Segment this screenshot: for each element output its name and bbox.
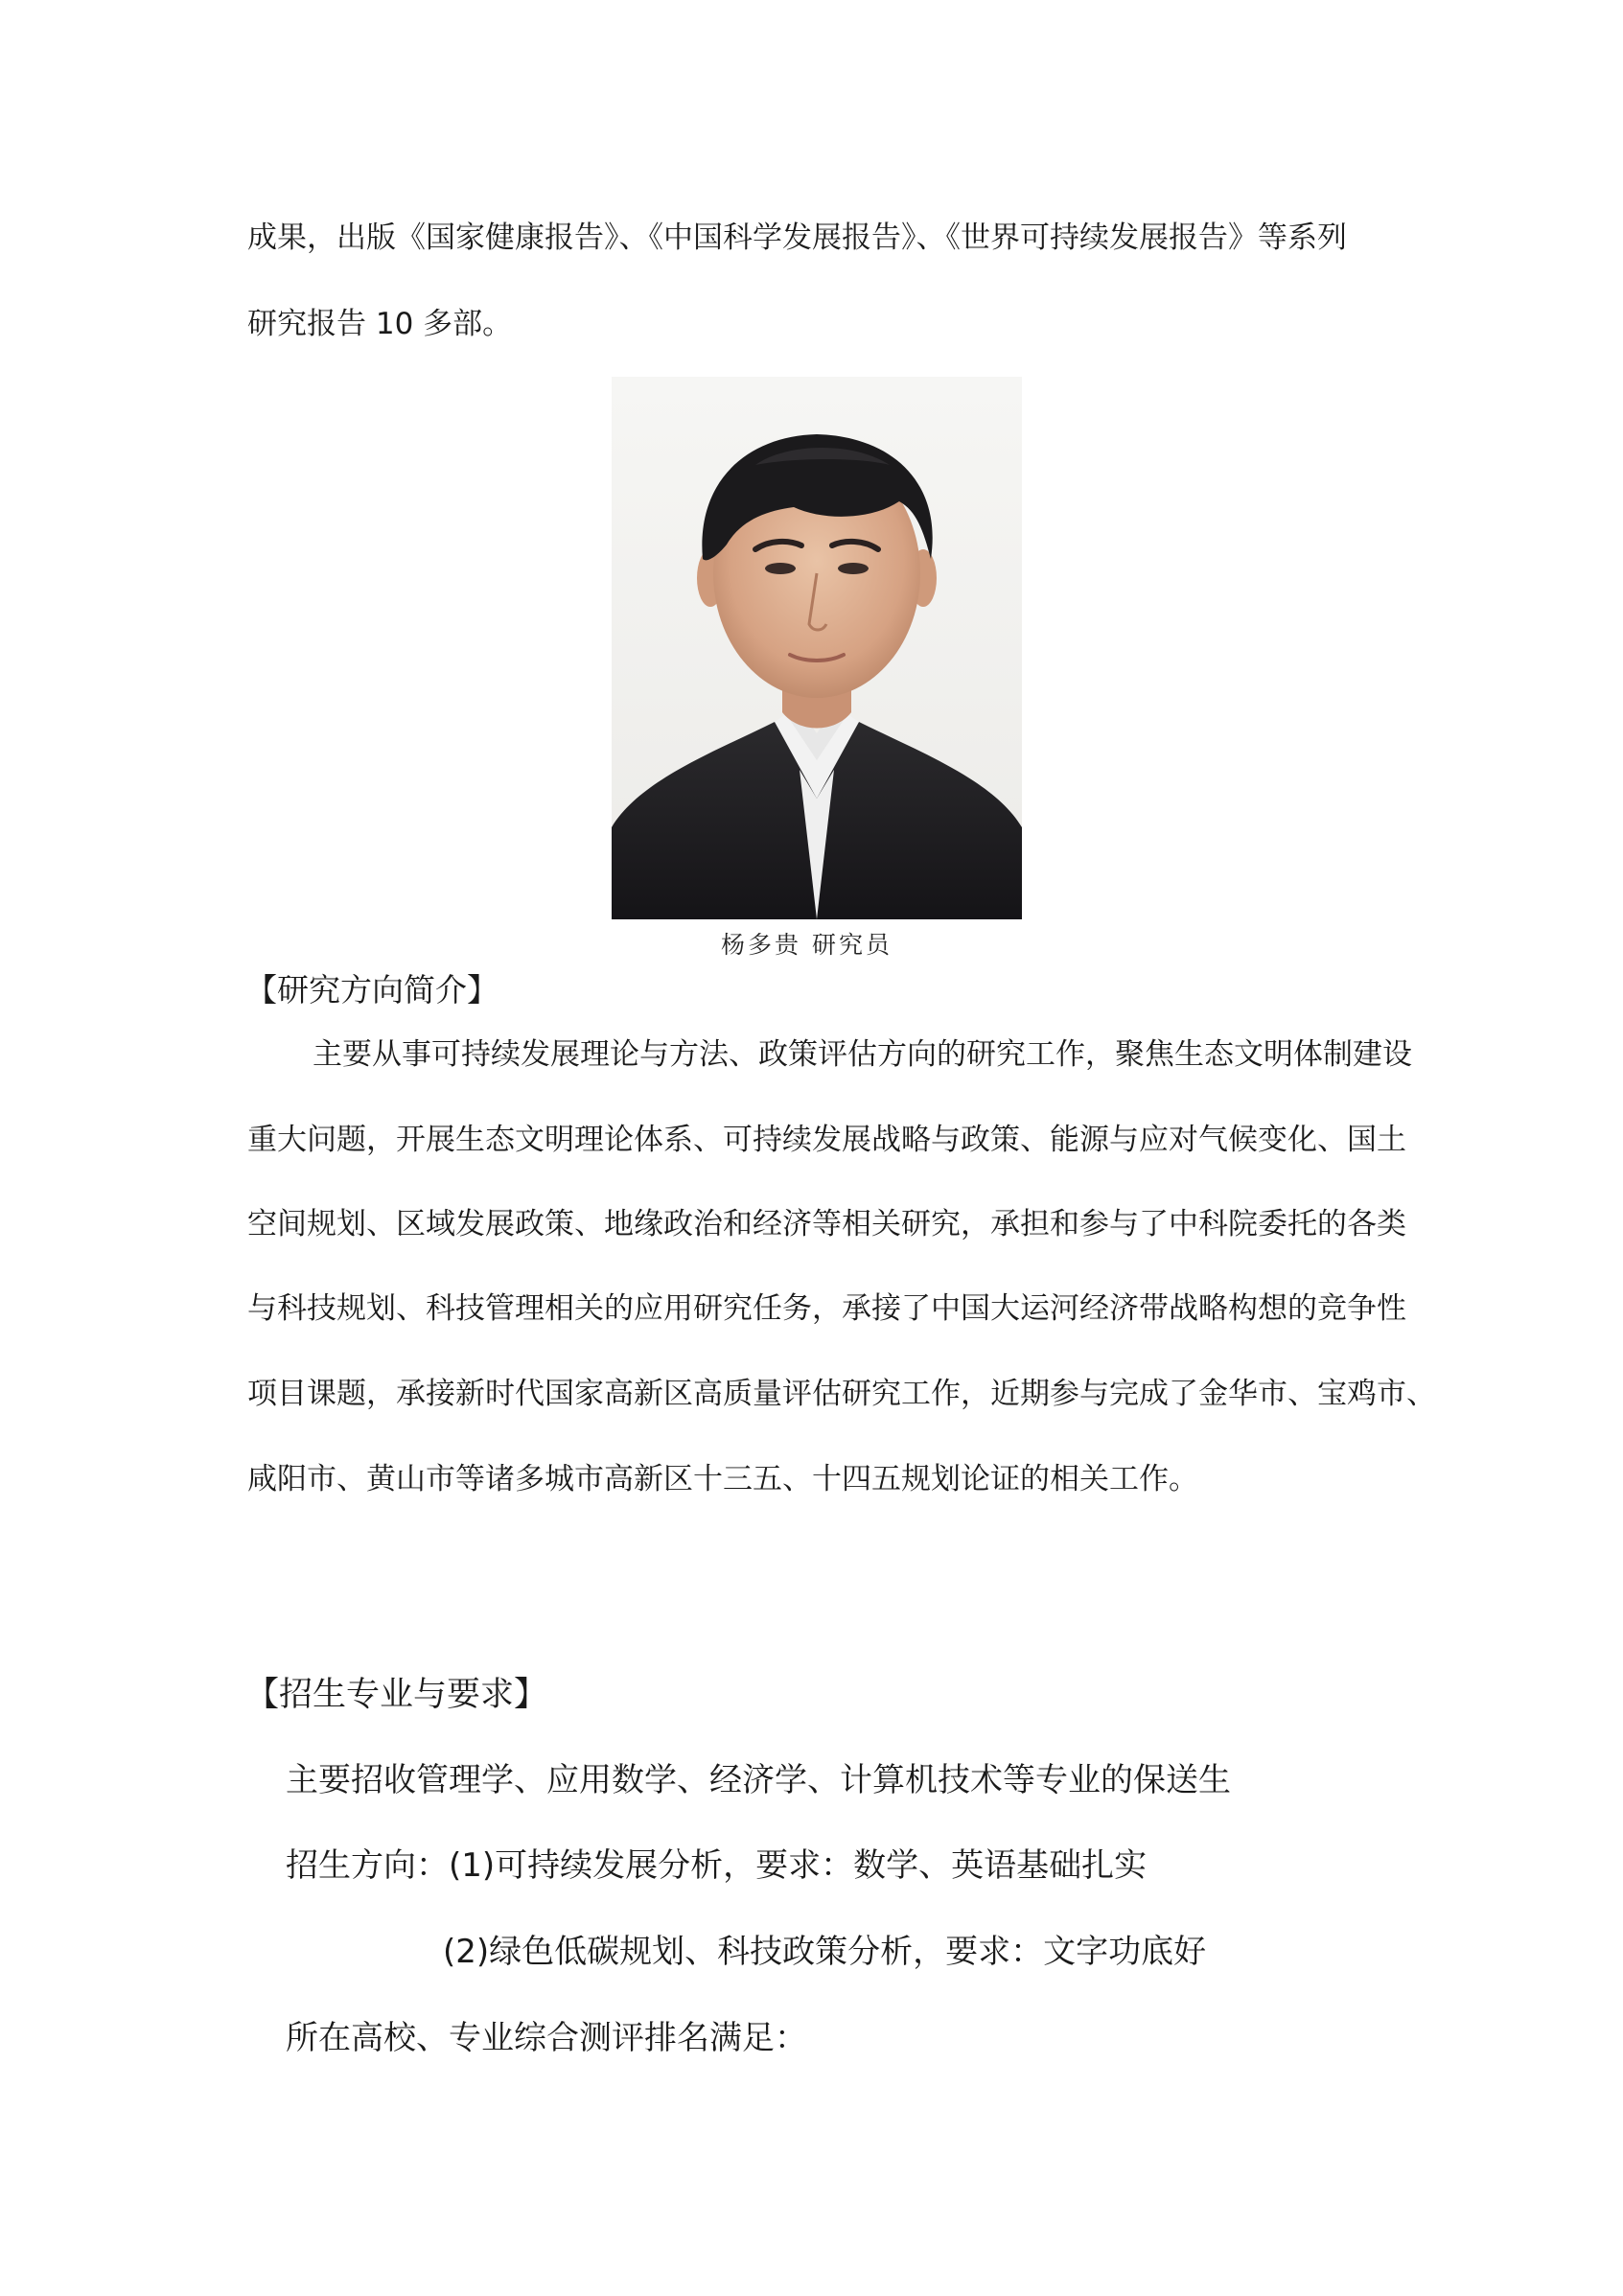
admission-heading: 【招生专业与要求】 (245, 1676, 548, 1714)
research-line: 与科技规划、科技管理相关的应用研究任务，承接了中国大运河经济带战略构想的竞争性 (247, 1291, 1406, 1326)
admission-direction-1: 招生方向：(1)可持续发展分析，要求：数学、英语基础扎实 (286, 1846, 1148, 1885)
research-line: 重大问题，开展生态文明理论体系、可持续发展战略与政策、能源与应对气候变化、国土 (247, 1123, 1406, 1157)
research-line: 空间规划、区域发展政策、地缘政治和经济等相关研究，承担和参与了中科院委托的各类 (247, 1207, 1406, 1241)
intro-line-2: 研究报告 10 多部。 (247, 307, 513, 341)
intro-line-1: 成果，出版《国家健康报告》、《中国科学发展报告》、《世界可持续发展报告》等系列 (247, 220, 1347, 255)
research-heading: 【研究方向简介】 (245, 971, 498, 1009)
portrait-photo (612, 377, 1022, 919)
research-line: 主要从事可持续发展理论与方法、政策评估方向的研究工作，聚焦生态文明体制建设 (313, 1037, 1412, 1072)
research-line: 咸阳市、黄山市等诸多城市高新区十三五、十四五规划论证的相关工作。 (247, 1462, 1198, 1496)
admission-direction-2: (2)绿色低碳规划、科技政策分析，要求：文字功底好 (443, 1933, 1207, 1971)
portrait-illustration (612, 377, 1022, 919)
research-line: 项目课题，承接新时代国家高新区高质量评估研究工作，近期参与完成了金华市、宝鸡市、 (247, 1377, 1436, 1411)
photo-caption: 杨多贵 研究员 (721, 931, 893, 959)
admission-majors: 主要招收管理学、应用数学、经济学、计算机技术等专业的保送生 (286, 1761, 1231, 1799)
admission-ranking: 所在高校、专业综合测评排名满足： (286, 2019, 807, 2057)
